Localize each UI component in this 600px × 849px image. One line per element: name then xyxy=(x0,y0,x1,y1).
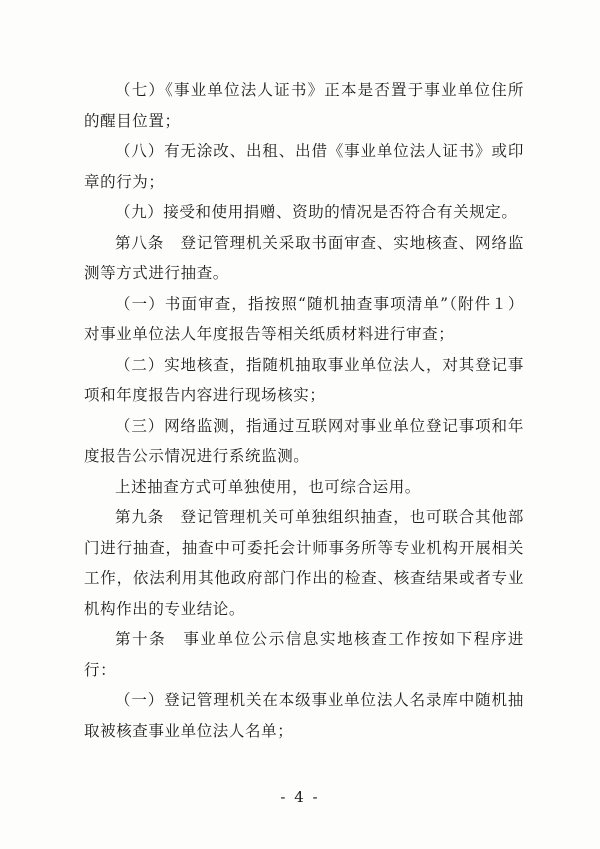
paragraph-item-8: （八）有无涂改、出租、出借《事业单位法人证书》或印章的行为； xyxy=(84,142,524,191)
paragraph-article-10: 第十条 事业单位公示信息实地核查工作按如下程序进行： xyxy=(84,630,524,679)
paragraph-item-7: （七）《事业单位法人证书》正本是否置于事业单位住所的醒目位置； xyxy=(84,81,524,130)
paragraph-online-monitoring: （三）网络监测，指通过互联网对事业单位登记事项和年度报告公示情况进行系统监测。 xyxy=(84,416,524,465)
paragraph-article-9: 第九条 登记管理机关可单独组织抽查，也可联合其他部门进行抽查，抽查中可委托会计师事务所等专业机构开展相关工作，依法利用其他政府部门作出的检查、核查结果或者专业机构作出的专业结论。 xyxy=(84,508,524,618)
paragraph-methods-usage: 上述抽查方式可单独使用，也可综合运用。 xyxy=(115,477,421,496)
paragraph-random-selection: （一）登记管理机关在本级事业单位法人名录库中随机抽取被核查事业单位法人名单； xyxy=(84,691,524,740)
paragraph-onsite-check: （二）实地核查，指随机抽取事业单位法人，对其登记事项和年度报告内容进行现场核实； xyxy=(84,355,524,404)
paragraph-item-9: （九）接受和使用捐赠、资助的情况是否符合有关规定。 xyxy=(115,203,518,221)
paragraph-written-review: （一）书面审查，指按照“随机抽查事项清单”（附件１）对事业单位法人年度报告等相关纸质材料进行审查； xyxy=(84,294,524,343)
page-number: - 4 - xyxy=(280,788,320,806)
document-body xyxy=(84,75,524,746)
paragraph-article-8: 第八条 登记管理机关采取书面审查、实地核查、网络监测等方式进行抽查。 xyxy=(84,233,524,282)
